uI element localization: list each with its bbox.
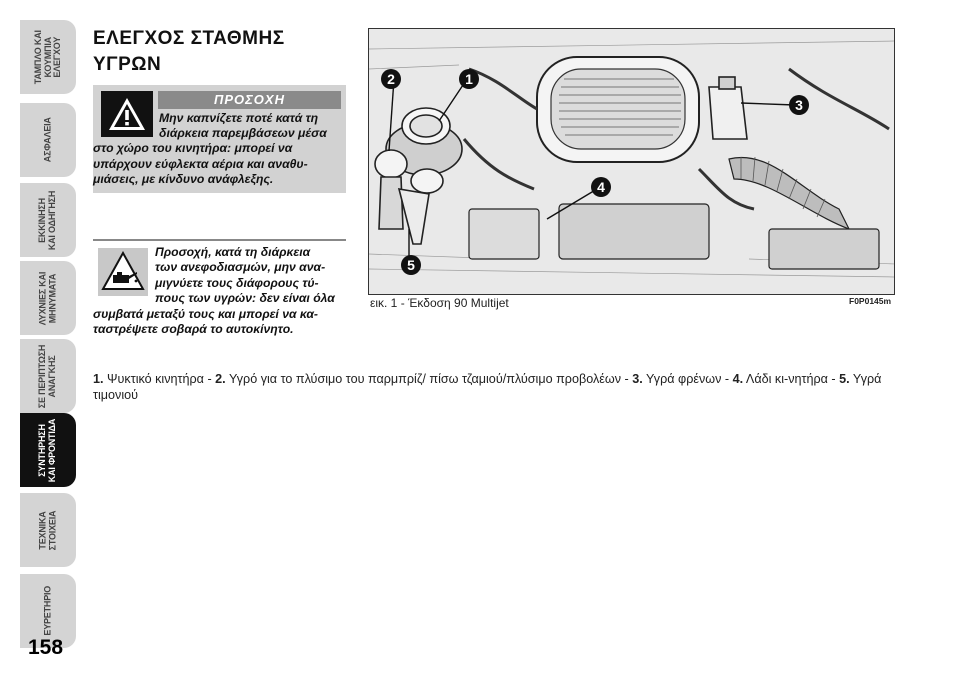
- figure-caption: εικ. 1 - Έκδοση 90 Multijet: [370, 296, 509, 310]
- engine-cover: [537, 57, 699, 162]
- note-line: μιγνύετε τους διάφορους τύ-: [155, 275, 319, 290]
- page-number: 158: [28, 636, 64, 659]
- tab-label: ΣΥΝΤΗΡΗΣΗ ΚΑΙ ΦΡΟΝΤΙΔΑ: [37, 418, 57, 482]
- tab-maintenance-care[interactable]: [20, 413, 76, 487]
- note-divider: [93, 239, 346, 241]
- note-line: συμβατά μεταξύ τους και μπορεί να κα-: [93, 306, 318, 321]
- legend-text: Υγρά τιμονιού: [93, 372, 882, 402]
- tab-label: ΕΥΡΕΤΗΡΙΟ: [42, 586, 53, 636]
- legend-text: Υγρό για το πλύσιμο του παρμπρίζ/ πίσω τζαμιού/πλύσιμο προβολέων -: [225, 372, 633, 386]
- legend-num: 1.: [93, 372, 104, 386]
- warning-line: μιάσεις, με κίνδυνο ανάφλεξης.: [93, 171, 274, 186]
- note-line: πους των υγρών: δεν είναι όλα: [155, 291, 335, 306]
- tab-technical-data[interactable]: [20, 493, 76, 567]
- title-line: ΥΓΡΩΝ: [93, 54, 162, 75]
- legend-num: 2.: [215, 372, 226, 386]
- tab-label: ΣΕ ΠΕΡΙΠΤΩΣΗ ΑΝΑΓΚΗΣ: [37, 344, 57, 408]
- warning-line: υπάρχουν εύφλεκτα αέρια και αναθυ-: [93, 156, 308, 171]
- warning-header: ΠΡΟΣΟΧΗ: [158, 91, 341, 109]
- legend-text: Ψυκτικό κινητήρα -: [103, 372, 216, 386]
- callout-2: [381, 69, 401, 89]
- callout-5-label: 5: [407, 257, 415, 273]
- tab-dashboard-controls[interactable]: [20, 20, 76, 94]
- callout-1: [459, 69, 479, 89]
- legend-num: 3.: [632, 372, 643, 386]
- warning-line: στο χώρο του κινητήρα: μπορεί να: [93, 141, 293, 156]
- title-line: ΕΛΕΓΧΟΣ ΣΤΑΘΜΗΣ: [93, 28, 285, 49]
- figure-code: F0P0145m: [849, 296, 892, 306]
- figure-legend: [93, 371, 898, 403]
- warning-line: Μην καπνίζετε ποτέ κατά τη: [159, 111, 319, 125]
- callout-4: [591, 177, 611, 197]
- tab-label: ΑΣΦΑΛΕΙΑ: [42, 117, 53, 163]
- tab-lights-messages[interactable]: [20, 261, 76, 335]
- note-line: των ανεφοδιασμών, μην ανα-: [155, 260, 326, 275]
- warning-box: [93, 85, 346, 193]
- tab-label: ΛΥΧΝΙΕΣ ΚΑΙ ΜΗΝΥΜΑΤΑ: [37, 271, 57, 325]
- callout-2-label: 2: [387, 71, 395, 87]
- tab-label: ΤΕΧΝΙΚΑ ΣΤΟΙΧΕΙΑ: [37, 510, 57, 550]
- legend-num: 4.: [732, 372, 744, 386]
- tab-safety[interactable]: [20, 103, 76, 177]
- tab-emergency[interactable]: [20, 339, 76, 413]
- legend-text: Λάδι κι-νητήρα -: [743, 372, 840, 386]
- callout-3-label: 3: [795, 97, 803, 113]
- tab-label: ΕΚΚΙΝΗΣΗ ΚΑΙ ΟΔΗΓΗΣΗ: [37, 190, 57, 250]
- page-title: [93, 26, 353, 78]
- callout-4-label: 4: [597, 179, 605, 195]
- note-text: [93, 245, 346, 337]
- warning-line: διάρκεια παρεμβάσεων μέσα: [159, 126, 327, 141]
- note-line: Προσοχή, κατά τη διάρκεια: [155, 245, 311, 259]
- engine-bay-drawing: [369, 29, 895, 295]
- legend-text: Υγρά φρένων -: [642, 372, 733, 386]
- note-line: ταστρέψετε σοβαρά το αυτοκίνητο.: [93, 322, 294, 337]
- tab-starting-driving[interactable]: [20, 183, 76, 257]
- tab-label: ΤΑΜΠΛΟ ΚΑΙ ΚΟΥΜΠΙΑ ΕΛΕΓΧΟΥ: [32, 29, 62, 85]
- engine-bay-figure: [368, 28, 895, 295]
- brake-fluid-reservoir: [709, 77, 747, 139]
- callout-1-label: 1: [465, 71, 473, 87]
- warning-text: [93, 111, 346, 187]
- callout-3: [789, 95, 809, 115]
- legend-num: 5.: [839, 372, 850, 386]
- callout-5: [401, 255, 421, 275]
